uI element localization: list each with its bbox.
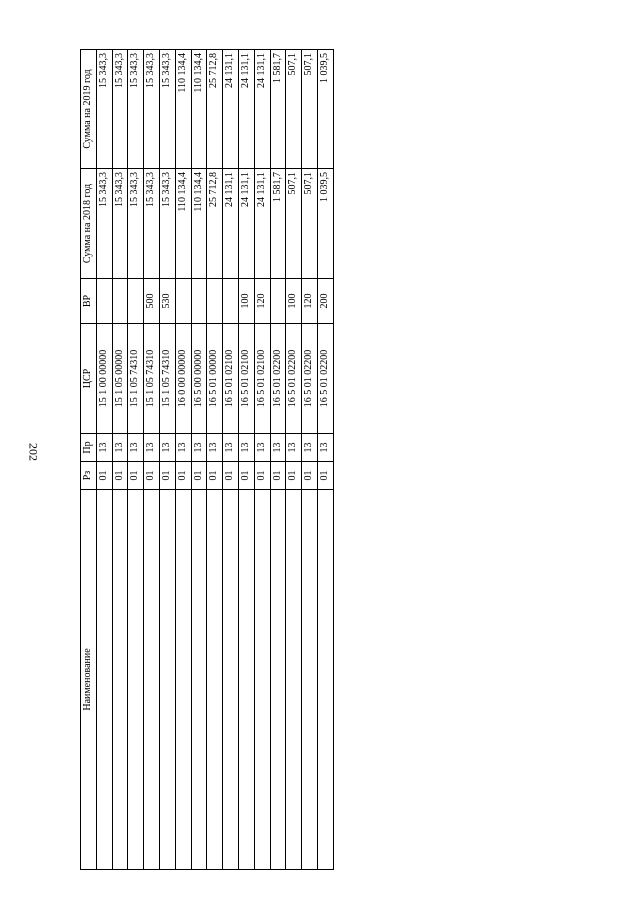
table-row [270, 50, 286, 870]
row-pr-cell: 13 [286, 434, 302, 462]
row-vr-cell: 500 [144, 279, 160, 324]
row-csr-cell: 16 5 01 00000 [207, 324, 223, 434]
row-sum-2018-cell: 15 343,3 [128, 169, 144, 279]
row-csr-cell: 15 1 05 74310 [128, 324, 144, 434]
row-vr-cell: 120 [302, 279, 318, 324]
row-sum-2018-cell: 1 581,7 [270, 169, 286, 279]
row-name-cell [175, 490, 191, 870]
table-row [128, 50, 144, 870]
row-name-cell [302, 490, 318, 870]
row-csr-cell: 16 5 01 02100 [238, 324, 254, 434]
row-vr-cell [96, 279, 112, 324]
row-sum-2019-cell: 24 131,1 [254, 50, 270, 169]
row-sum-2018-cell: 1 039,5 [317, 169, 333, 279]
page-number: 202 [26, 443, 41, 461]
row-sum-2018-cell: 24 131,1 [238, 169, 254, 279]
row-name-cell [223, 490, 239, 870]
row-sum-2018-cell: 110 134,4 [175, 169, 191, 279]
table-row [96, 50, 112, 870]
row-rz-cell: 01 [175, 462, 191, 490]
row-name-cell [128, 490, 144, 870]
row-pr-cell: 13 [254, 434, 270, 462]
row-pr-cell: 13 [302, 434, 318, 462]
row-sum-2019-cell: 15 343,3 [112, 50, 128, 169]
row-sum-2018-cell: 15 343,3 [96, 169, 112, 279]
row-vr-cell [207, 279, 223, 324]
table-header-row [81, 50, 97, 870]
row-rz-cell: 01 [112, 462, 128, 490]
table-row [317, 50, 333, 870]
table-body [96, 50, 333, 870]
row-sum-2019-cell: 110 134,4 [191, 50, 207, 169]
row-pr-cell: 13 [128, 434, 144, 462]
row-rz-cell: 01 [254, 462, 270, 490]
table-row [223, 50, 239, 870]
row-vr-cell [175, 279, 191, 324]
row-vr-cell [128, 279, 144, 324]
table-row [159, 50, 175, 870]
row-sum-2019-cell: 24 131,1 [238, 50, 254, 169]
table-row [112, 50, 128, 870]
row-pr-cell: 13 [175, 434, 191, 462]
budget-table-container [80, 50, 334, 870]
row-rz-cell: 01 [223, 462, 239, 490]
row-name-cell [317, 490, 333, 870]
row-csr-cell: 16 5 01 02100 [223, 324, 239, 434]
header-vr: ВР [81, 279, 97, 324]
row-csr-cell: 15 1 05 74310 [144, 324, 160, 434]
row-sum-2019-cell: 15 343,3 [144, 50, 160, 169]
row-pr-cell: 13 [207, 434, 223, 462]
row-csr-cell: 16 5 01 02200 [270, 324, 286, 434]
row-rz-cell: 01 [302, 462, 318, 490]
row-name-cell [96, 490, 112, 870]
row-rz-cell: 01 [207, 462, 223, 490]
row-vr-cell: 200 [317, 279, 333, 324]
row-sum-2019-cell: 15 343,3 [159, 50, 175, 169]
row-csr-cell: 16 5 01 02100 [254, 324, 270, 434]
row-sum-2019-cell: 15 343,3 [128, 50, 144, 169]
row-vr-cell: 530 [159, 279, 175, 324]
table-row [254, 50, 270, 870]
row-rz-cell: 01 [191, 462, 207, 490]
table-row [144, 50, 160, 870]
row-vr-cell [112, 279, 128, 324]
row-pr-cell: 13 [112, 434, 128, 462]
row-csr-cell: 15 1 05 00000 [112, 324, 128, 434]
row-rz-cell: 01 [317, 462, 333, 490]
header-name: Наименование [81, 490, 97, 870]
row-csr-cell: 16 5 01 02200 [317, 324, 333, 434]
row-sum-2018-cell: 24 131,1 [223, 169, 239, 279]
row-csr-cell: 16 5 00 00000 [191, 324, 207, 434]
row-sum-2018-cell: 507,1 [286, 169, 302, 279]
table-row [207, 50, 223, 870]
table-row [302, 50, 318, 870]
row-sum-2018-cell: 15 343,3 [144, 169, 160, 279]
row-pr-cell: 13 [191, 434, 207, 462]
header-rz: Рз [81, 462, 97, 490]
table-row [238, 50, 254, 870]
row-sum-2018-cell: 25 712,8 [207, 169, 223, 279]
row-sum-2018-cell: 24 131,1 [254, 169, 270, 279]
row-pr-cell: 13 [96, 434, 112, 462]
row-pr-cell: 13 [270, 434, 286, 462]
row-sum-2019-cell: 1 581,7 [270, 50, 286, 169]
row-name-cell [270, 490, 286, 870]
budget-table [80, 49, 334, 870]
row-sum-2018-cell: 110 134,4 [191, 169, 207, 279]
table-row [175, 50, 191, 870]
row-csr-cell: 15 1 05 74310 [159, 324, 175, 434]
row-rz-cell: 01 [270, 462, 286, 490]
row-pr-cell: 13 [159, 434, 175, 462]
row-vr-cell [270, 279, 286, 324]
row-rz-cell: 01 [128, 462, 144, 490]
row-name-cell [191, 490, 207, 870]
row-name-cell [286, 490, 302, 870]
row-sum-2019-cell: 24 131,1 [223, 50, 239, 169]
row-sum-2019-cell: 507,1 [286, 50, 302, 169]
row-pr-cell: 13 [223, 434, 239, 462]
row-sum-2018-cell: 507,1 [302, 169, 318, 279]
row-rz-cell: 01 [286, 462, 302, 490]
row-rz-cell: 01 [159, 462, 175, 490]
row-rz-cell: 01 [238, 462, 254, 490]
row-pr-cell: 13 [238, 434, 254, 462]
row-sum-2019-cell: 1 039,5 [317, 50, 333, 169]
row-sum-2019-cell: 507,1 [302, 50, 318, 169]
row-name-cell [207, 490, 223, 870]
row-name-cell [238, 490, 254, 870]
row-csr-cell: 16 5 01 02200 [302, 324, 318, 434]
table-row [191, 50, 207, 870]
row-csr-cell: 16 0 00 00000 [175, 324, 191, 434]
row-vr-cell: 120 [254, 279, 270, 324]
row-vr-cell: 100 [286, 279, 302, 324]
row-csr-cell: 16 5 01 02200 [286, 324, 302, 434]
row-rz-cell: 01 [96, 462, 112, 490]
header-sum-2019: Сумма на 2019 год [81, 50, 97, 169]
row-rz-cell: 01 [144, 462, 160, 490]
header-csr: ЦСР [81, 324, 97, 434]
row-vr-cell [223, 279, 239, 324]
row-name-cell [254, 490, 270, 870]
row-sum-2018-cell: 15 343,3 [159, 169, 175, 279]
row-pr-cell: 13 [317, 434, 333, 462]
row-sum-2019-cell: 25 712,8 [207, 50, 223, 169]
header-sum-2018: Сумма на 2018 год [81, 169, 97, 279]
row-name-cell [112, 490, 128, 870]
header-pr: Пр [81, 434, 97, 462]
row-sum-2019-cell: 110 134,4 [175, 50, 191, 169]
row-vr-cell: 100 [238, 279, 254, 324]
row-name-cell [159, 490, 175, 870]
row-pr-cell: 13 [144, 434, 160, 462]
row-sum-2019-cell: 15 343,3 [96, 50, 112, 169]
row-sum-2018-cell: 15 343,3 [112, 169, 128, 279]
table-row [286, 50, 302, 870]
row-csr-cell: 15 1 00 00000 [96, 324, 112, 434]
row-vr-cell [191, 279, 207, 324]
row-name-cell [144, 490, 160, 870]
